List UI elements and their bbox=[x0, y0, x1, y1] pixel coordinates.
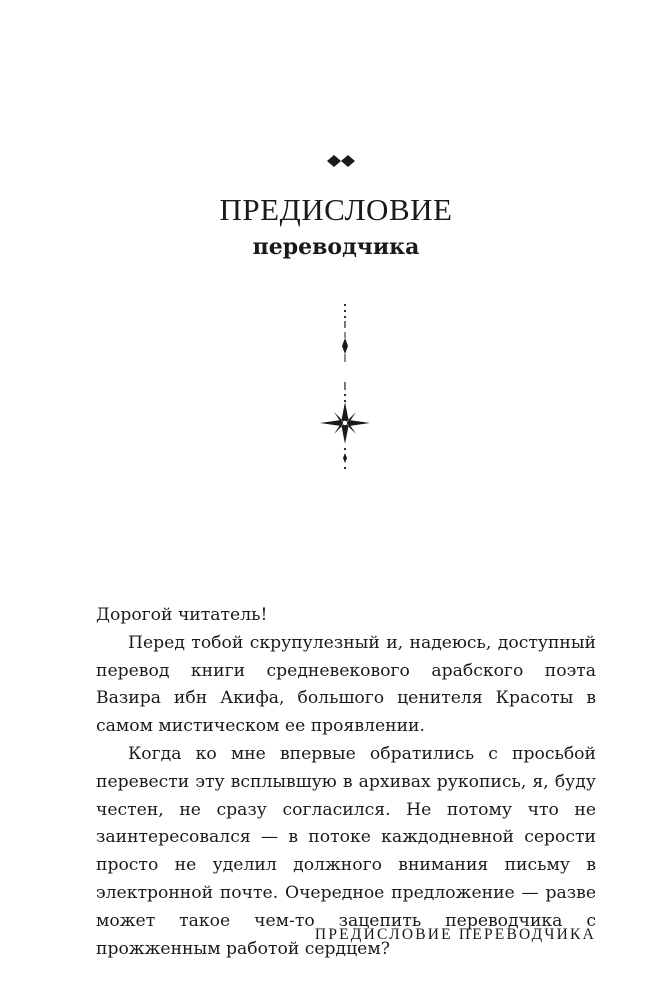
crescent-moon-star-icon bbox=[315, 302, 375, 472]
chapter-title: ПРЕДИСЛОВИЕ bbox=[219, 192, 453, 227]
running-head: ПРЕДИСЛОВИЕ ПЕРЕВОДЧИКА bbox=[314, 926, 596, 943]
double-diamond-icon bbox=[326, 154, 356, 168]
chapter-subtitle: переводчика bbox=[252, 234, 420, 260]
body-text bbox=[96, 602, 596, 963]
paragraph-2: Когда ко мне впервые обратились с просьбой перевести эту всплывшую в архивах рукопись, я, буду честен, не сразу согласился. Не потому что не заинтересовался — в потоке каждодневной серости просто не уделил должного внимания письму в электронной почте. Очередное предложение — разве может такое чем-то зацепить переводчика с прожженным работой сердцем? bbox=[96, 743, 596, 959]
paragraph-1: Перед тобой скрупулезный и, надеюсь, доступный перевод книги средневекового арабского поэта Вазира ибн Акифа, большого ценителя Красоты в самом мистическом ее проявлении. bbox=[96, 632, 596, 737]
greeting: Дорогой читатель! bbox=[96, 605, 268, 625]
